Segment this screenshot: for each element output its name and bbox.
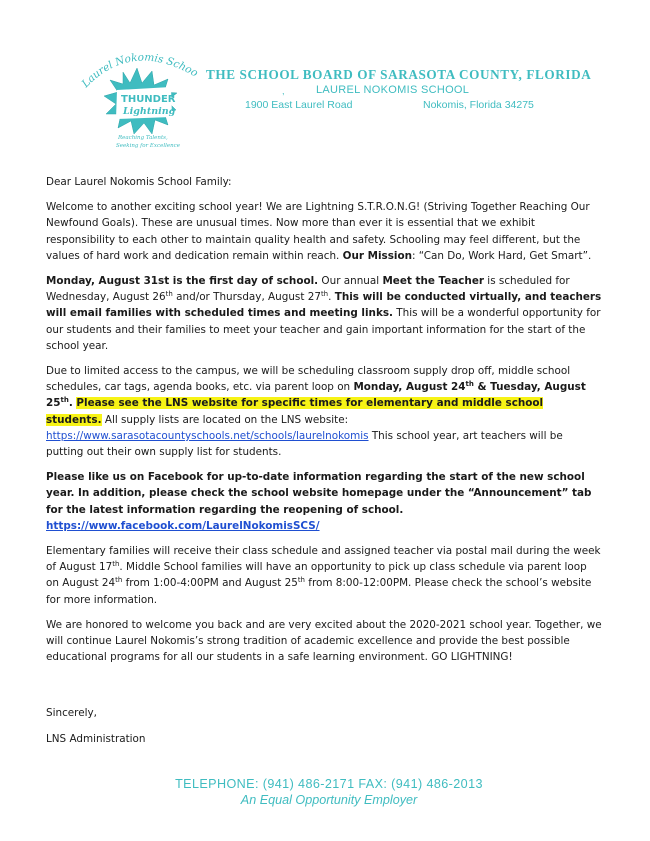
closing: Sincerely,	[46, 707, 97, 720]
logo-main-text-1: THUNDER	[121, 94, 176, 105]
highlighted-notice: Please see the LNS website for specific times for elementary and middle school students.	[46, 397, 544, 426]
ordinal-suffix: th	[165, 290, 173, 299]
letter-body	[46, 174, 602, 756]
ordinal-suffix: th	[297, 576, 305, 585]
text-span: Due to limited access to the campus, we will be scheduling classroom supply drop off, middle school schedules, car tags, agenda books, etc. via parent loop on	[46, 365, 571, 394]
text-span: .	[68, 397, 77, 410]
text-span: from 1:00-4:00PM and August 25	[122, 577, 298, 590]
meet-the-teacher: Meet the Teacher	[382, 275, 484, 288]
welcome-text: Welcome to another exciting school year! We are Lightning S.T.R.O.N.G! (Striving Together Reaching Our Newfound Goals). These are unusual times. Now more than ever it is essential that we exhibit responsibility to each other to maintain quality health and safety. Schooling may feel different, but the values of hard work and dedication remain within reach.	[46, 201, 590, 262]
paragraph-first-day	[46, 273, 602, 354]
school-logo	[76, 46, 206, 158]
paragraph-welcome	[46, 199, 602, 264]
lns-website-link[interactable]: https://www.sarasotacountyschools.net/schools/laurelnokomis	[46, 429, 369, 442]
mission-text: : “Can Do, Work Hard, Get Smart”.	[411, 249, 592, 262]
text-span: is scheduled for Wednesday, August 26	[46, 275, 570, 304]
street-address: 1900 East Laurel Road	[245, 99, 353, 111]
text-span: Elementary families will receive their class schedule and assigned teacher via postal mail during the week of August 17	[46, 545, 601, 574]
salutation: Dear Laurel Nokomis School Family:	[46, 176, 232, 188]
facebook-notice: Please like us on Facebook for up-to-date information regarding the start of the new school year. In addition, please check the school website homepage under the “Announcement” tab for the latest information regarding the reopening of school.	[46, 471, 592, 516]
logo-main-text-2: Lightning	[123, 106, 176, 117]
logo-motto-2: Seeking for Excellence	[116, 143, 181, 149]
text-span: from 8:00-12:00PM. Please check the school’s website for more information.	[46, 577, 592, 606]
ordinal-suffix: th	[60, 396, 69, 405]
mission-label: Our Mission	[342, 249, 412, 262]
logo-arc-text: Laurel Nokomis Schoo	[79, 51, 200, 90]
text-span: Our annual	[318, 275, 383, 288]
paragraph-schedules	[46, 543, 602, 608]
footer	[0, 777, 650, 807]
ordinal-suffix: th	[112, 560, 120, 569]
text-span: All supply lists are located on the LNS website:	[101, 413, 349, 426]
ordinal-suffix: th	[115, 576, 123, 585]
ordinal-suffix: th	[465, 380, 474, 389]
school-name: LAUREL NOKOMIS SCHOOL	[316, 84, 470, 96]
thunder-lightning-logo-icon	[76, 46, 206, 158]
paragraph-supply-dropoff	[46, 363, 602, 460]
city-address: Nokomis, Florida 34275	[423, 99, 534, 111]
date-bold: & Tuesday, August 25	[46, 381, 586, 410]
text-span: .	[328, 291, 335, 304]
tick-mark-icon: ,	[282, 86, 285, 96]
equal-opportunity: An Equal Opportunity Employer	[240, 793, 418, 807]
text-span: This will be a wonderful opportunity for our students and their families to meet your teacher and gain important information for the start of the school year.	[46, 307, 601, 352]
board-name: THE SCHOOL BOARD OF SARASOTA COUNTY, FLORIDA	[206, 67, 592, 82]
paragraph-closing-message: We are honored to welcome you back and are very excited about the 2020-2021 school year. Together, we will continue Laurel Nokomis’s strong tradition of academic excellence and provide the best possible educational programs for all our students in a safe learning environment. GO LIGHTNING!	[46, 618, 602, 664]
signature: LNS Administration	[46, 732, 146, 745]
logo-motto-1: Reaching Talents,	[118, 135, 168, 141]
phone-fax: TELEPHONE: (941) 486-2171 FAX: (941) 486-2013	[175, 777, 483, 791]
ordinal-suffix: th	[320, 290, 329, 299]
text-span: and/or Thursday, August 27	[172, 291, 321, 304]
text-span: This school year, art teachers will be putting out their own supply list for students.	[46, 429, 563, 459]
facebook-link[interactable]: https://www.facebook.com/LaurelNokomisSCS/	[46, 519, 320, 532]
first-day-text: Monday, August 31st is the first day of school.	[46, 275, 319, 288]
virtual-notice: This will be conducted virtually, and teachers will email families with scheduled times and meeting links.	[46, 291, 602, 320]
paragraph-facebook	[46, 469, 602, 534]
date-bold: Monday, August 24	[353, 381, 466, 394]
text-span: . Middle School families will have an opportunity to pick up class schedule via parent loop on August 24	[46, 561, 587, 590]
